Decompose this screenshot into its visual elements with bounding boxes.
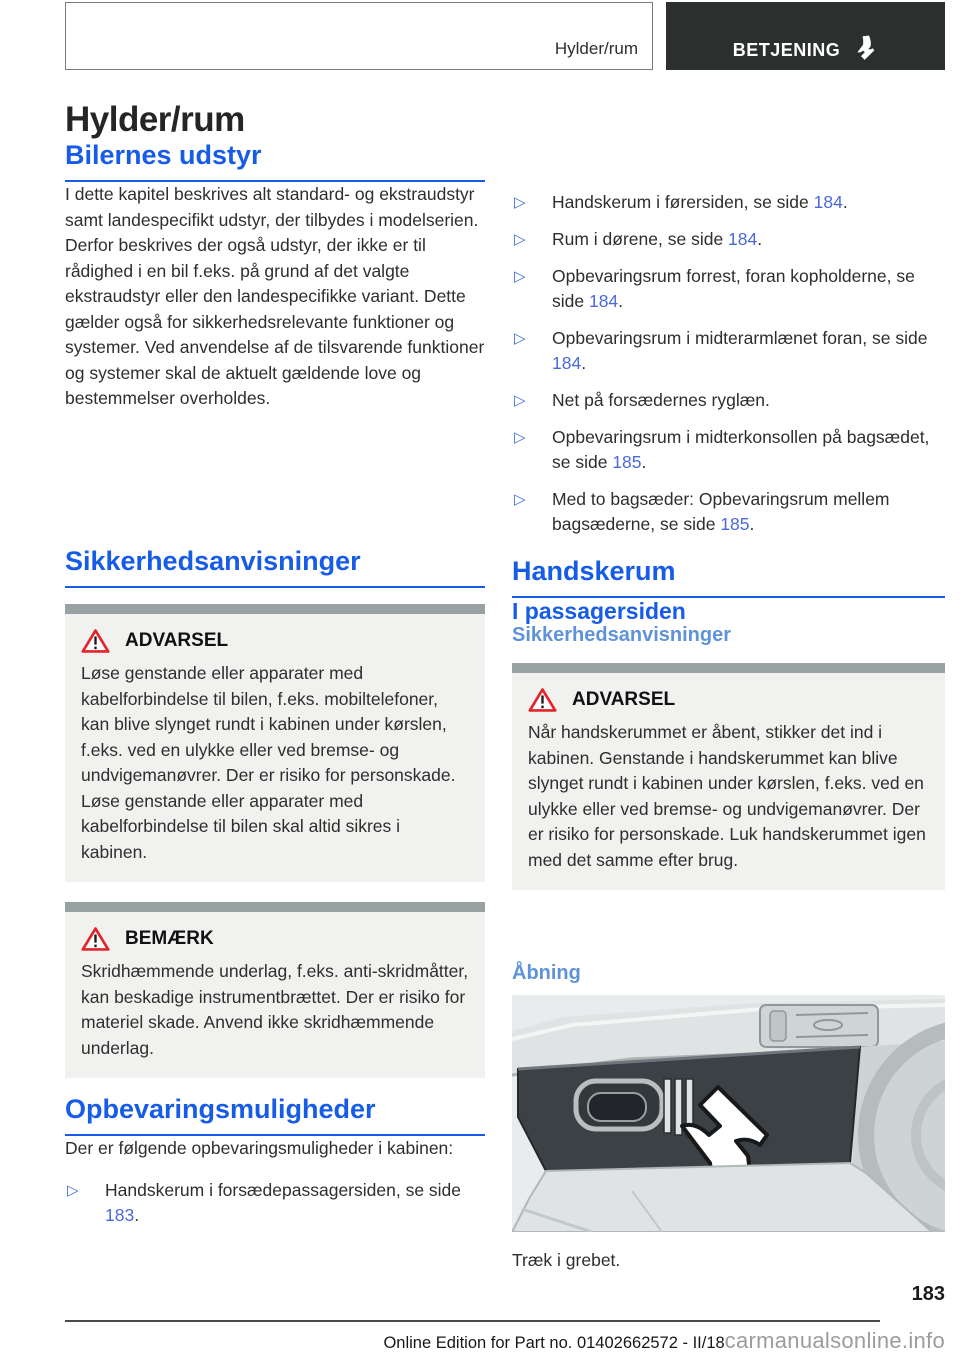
warning-text: Når handskerummet er åbent, stikker det ind i kabinen. Genstande i handskerummet kan blive slynget rundt i kabinen under kørslen, f.eks. ved en ulykke eller ved bremse- og undvigemanøvrer. Der er risiko for personskade. Luk handskerummet igen med det samme efter brug. xyxy=(528,722,926,870)
heading-i-passagersiden: I passagersiden xyxy=(512,598,686,624)
storage-list-item xyxy=(512,227,945,252)
page-link[interactable]: 184 xyxy=(588,291,619,311)
warning-box-advarsel-right xyxy=(512,663,945,890)
warning-box-bar xyxy=(512,663,945,673)
storage-list-item xyxy=(512,388,945,413)
breadcrumb xyxy=(65,2,653,70)
triangle-bullet-icon: ▷ xyxy=(514,194,526,211)
list-item-text: Net på forsædernes ryglæn. xyxy=(552,390,770,410)
page-link[interactable]: 185 xyxy=(720,514,750,534)
heading-opbevaringsmuligheder: Opbevaringsmuligheder xyxy=(65,1094,485,1136)
triangle-bullet-icon: ▷ xyxy=(67,1181,79,1199)
figure-caption: Træk i grebet. xyxy=(512,1250,621,1270)
list-item-text: Med to bagsæder: Opbevaringsrum mellem bagsæderne, se side 185. xyxy=(552,489,890,534)
warning-label: ADVARSEL xyxy=(572,689,676,710)
notice-label: BEMÆRK xyxy=(125,928,214,949)
triangle-bullet-icon: ▷ xyxy=(514,330,526,347)
notice-box-bar xyxy=(65,902,485,912)
notice-text: Skridhæmmende underlag, f.eks. anti-skridmåtter, kan beskadige instrumentbrættet. Der er risiko for materiel skade. Anvend ikke skridhæmmende underlag. xyxy=(81,961,469,1058)
warning-triangle-icon xyxy=(81,628,110,654)
section-safety xyxy=(65,546,485,1078)
triangle-bullet-icon: ▷ xyxy=(514,231,526,248)
list-item-text: Handskerum i førersiden, se side 184. xyxy=(552,192,848,212)
storage-list-right-wrap xyxy=(512,190,945,537)
storage-list-right xyxy=(512,190,945,537)
page-number: 183 xyxy=(911,1283,945,1305)
list-item-text: Opbevaringsrum i midterkonsollen på bagsædet, se side 185. xyxy=(552,427,930,472)
page-link[interactable]: 183 xyxy=(105,1204,135,1225)
warning-triangle-icon xyxy=(528,687,557,713)
section-storage xyxy=(65,1094,485,1228)
storage-list-item xyxy=(512,190,945,215)
triangle-bullet-icon: ▷ xyxy=(514,392,526,409)
page-title: Hylder/rum xyxy=(65,100,245,139)
list-item-text: Handskerum i forsædepassagersiden, se side 183. xyxy=(105,1179,462,1225)
page-link[interactable]: 185 xyxy=(612,452,642,472)
section-handskerum xyxy=(512,556,945,890)
footer xyxy=(0,1328,945,1354)
list-item-text: Opbevaringsrum i midterarmlænet foran, se side 184. xyxy=(552,328,928,373)
storage-list-item xyxy=(65,1178,485,1228)
storage-list-item xyxy=(512,326,945,376)
notice-box-bemaerk xyxy=(65,902,485,1078)
section-aabning xyxy=(512,962,945,1274)
triangle-bullet-icon: ▷ xyxy=(514,268,526,285)
storage-list-item xyxy=(512,425,945,475)
footer-divider xyxy=(65,1320,880,1322)
warning-box-bar xyxy=(65,604,485,614)
storage-list-left xyxy=(65,1178,485,1228)
storage-list-item xyxy=(512,264,945,314)
heading-bilernes-udstyr: Bilernes udstyr xyxy=(65,140,485,182)
heading-sikkerhedsanvisninger-sub: Sikkerhedsanvisninger xyxy=(512,624,731,646)
heading-sikkerhedsanvisninger: Sikkerhedsanvisninger xyxy=(65,546,485,588)
section-equipment xyxy=(65,100,485,412)
triangle-bullet-icon: ▷ xyxy=(514,429,526,446)
warning-text: Løse genstande eller apparater med kabelforbindelse til bilen, f.eks. mobiltelefoner, kan blive slynget rundt i kabinen under kørslen, f.eks. ved en ulykke eller ved bremse- og undvigemanøvrer. Der er risiko for personskade. Løse genstande eller apparater med kabelforbindelse til bilen skal altid sikres i kabinen. xyxy=(81,663,456,862)
warning-label: ADVARSEL xyxy=(125,630,229,651)
list-item-text: Opbevaringsrum forrest, foran kopholderne, se side 184. xyxy=(552,266,915,311)
storage-intro: Der er følgende opbevaringsmuligheder i kabinen: xyxy=(65,1138,454,1158)
triangle-bullet-icon: ▷ xyxy=(514,491,526,508)
hand-pointer-icon xyxy=(854,35,878,61)
page-link[interactable]: 184 xyxy=(552,353,582,373)
breadcrumb-label: Hylder/rum xyxy=(554,39,638,58)
list-item-text: Rum i dørene, se side 184. xyxy=(552,229,763,249)
storage-list-item xyxy=(512,487,945,537)
chapter-tab xyxy=(666,2,945,70)
page-link[interactable]: 184 xyxy=(813,192,843,212)
chapter-label: BETJENING xyxy=(732,40,841,60)
equipment-body: I dette kapitel beskrives alt standard- og ekstraudstyr samt landespecifikt udstyr, der tilbydes i modelserien. Derfor beskrives der også udstyr, der ikke er til rådighed i en bil f.eks. på grund af det valgte ekstraudstyr eller den landespecifikke variant. Dette gælder også for sikkerhedsrelevante funktioner og systemer. Ved anvendelse af de tilsvarende funktioner og systemer skal de aktuelt gældende love og bestemmelser overholdes. xyxy=(65,184,485,408)
heading-handskerum: Handskerum xyxy=(512,556,945,598)
heading-aabning: Åbning xyxy=(512,962,581,984)
warning-box-advarsel xyxy=(65,604,485,882)
edition-note: Online Edition for Part no. 01402662572 - II/18 xyxy=(383,1334,725,1352)
warning-triangle-icon xyxy=(81,926,110,952)
page-link[interactable]: 184 xyxy=(728,229,758,249)
watermark: carmanualsonline.info xyxy=(724,1328,945,1353)
glovebox-illustration xyxy=(512,995,945,1232)
